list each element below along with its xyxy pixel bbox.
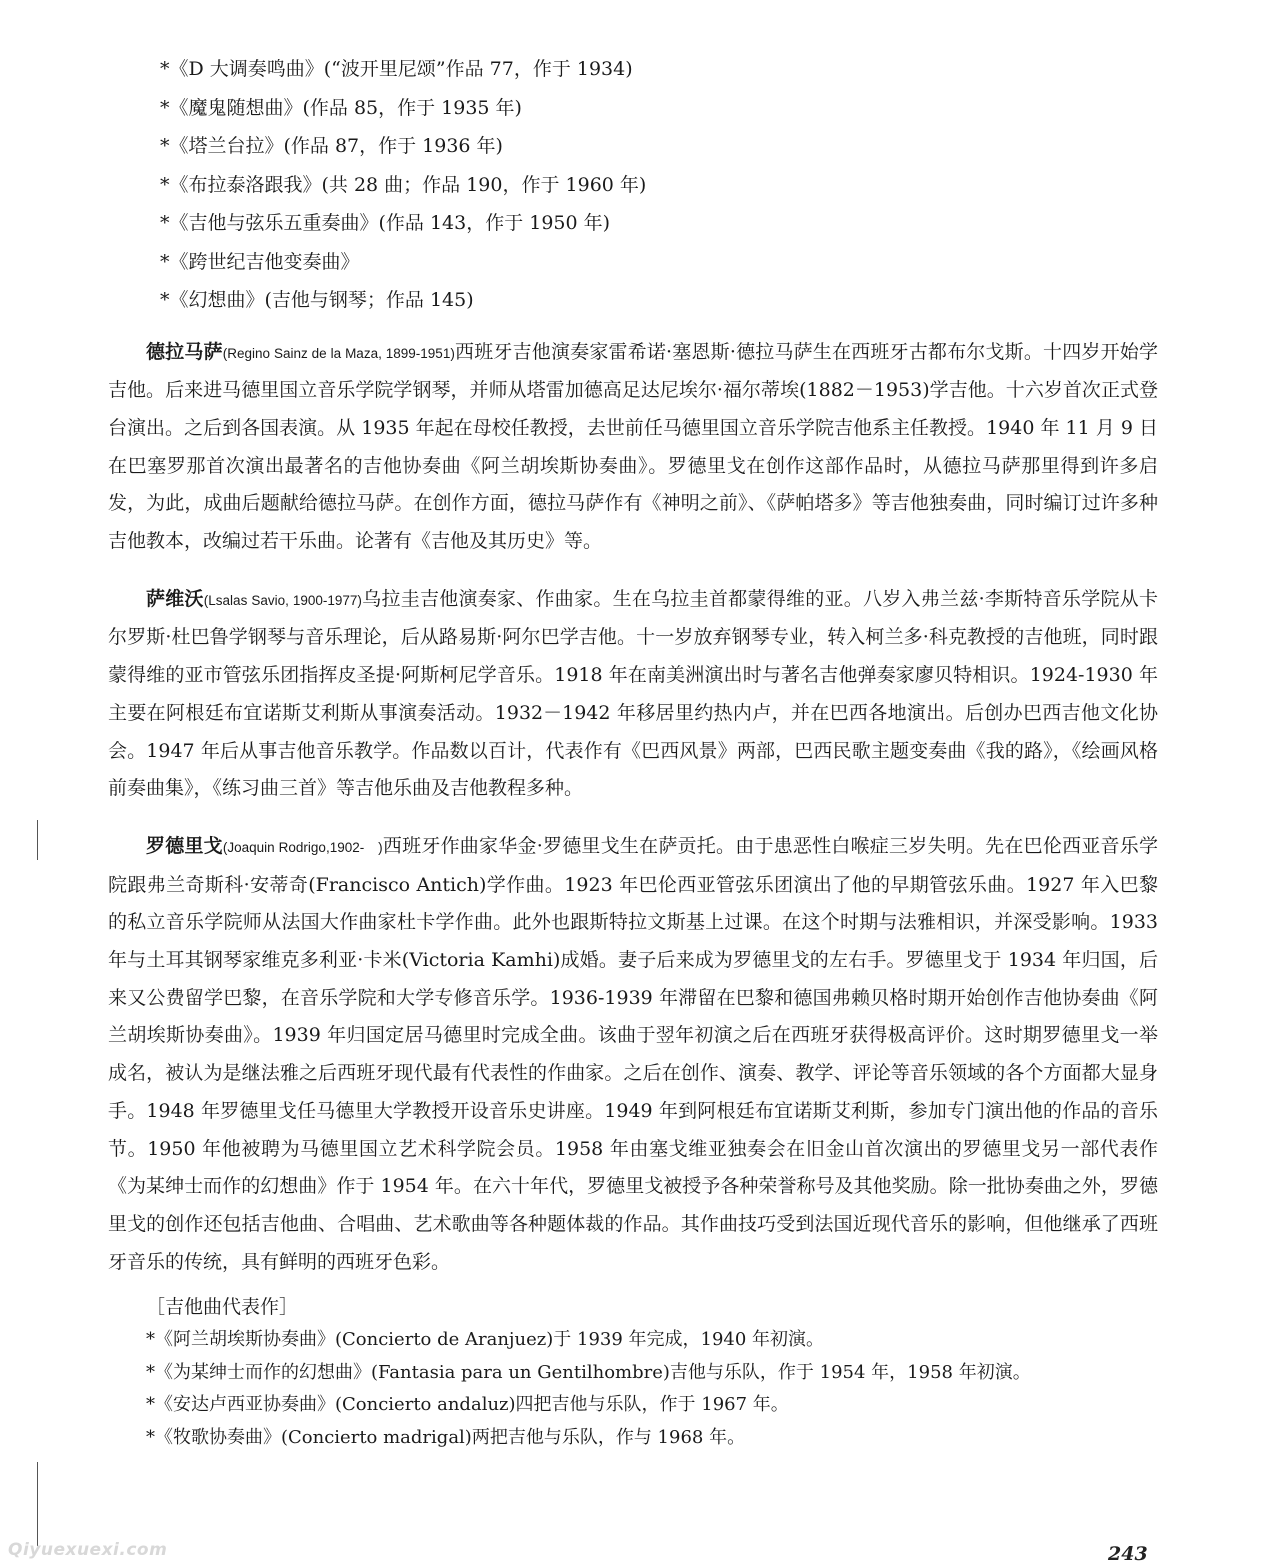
bio-latin-name: (Regino Sainz de la Maza, 1899-1951) bbox=[222, 345, 455, 361]
bio-rodrigo bbox=[108, 828, 1158, 1281]
bio-name: 德拉马萨 bbox=[146, 340, 223, 363]
bio-latin-name: (Lsalas Savio, 1900-1977) bbox=[203, 592, 362, 608]
list-item: *《吉他与弦乐五重奏曲》(作品 143，作于 1950 年) bbox=[160, 212, 611, 234]
bio-text: 西班牙作曲家华金·罗德里戈生在萨贡托。由于患恶性白喉症三岁失明。先在巴伦西亚音乐学院跟弗兰奇斯科·安蒂奇(Francisco Antich)学作曲。1923 年巴伦西亚管弦乐团演出了他的早期管弦乐曲。1927 年入巴黎的私立音乐学院师从法国大作曲家杜卡学作曲。此外也跟斯特拉文斯基上过课。在这个时期与法雅相识，并深受影响。1933 年与土耳其钢琴家维克多利亚·卡米(Victoria Kamhi)成婚。妻子后来成为罗德里戈的左右手。罗德里戈于 1934 年归国，后来又公费留学巴黎，在音乐学院和大学专修音乐学。1936-1939 年滞留在巴黎和德国弗赖贝格时期开始创作吉他协奏曲《阿兰胡埃斯协奏曲》。1939 年归国定居马德里时完成全曲。该曲于翌年初演之后在西班牙获得极高评价。这时期罗德里戈一举成名，被认为是继法雅之后西班牙现代最有代表性的作曲家。之后在创作、演奏、教学、评论等音乐领域的各个方面都大显身手。1948 年罗德里戈任马德里大学教授开设音乐史讲座。1949 年到阿根廷布宜诺斯艾利斯，参加专门演出他的作品的音乐节。1950 年他被聘为马德里国立艺术科学院会员。1958 年由塞戈维亚独奏会在旧金山首次演出的罗德里戈另一部代表作《为某绅士而作的幻想曲》作于 1954 年。在六十年代，罗德里戈被授予各种荣誉称号及其他奖励。除一批协奏曲之外，罗德里戈的创作还包括吉他曲、合唱曲、艺术歌曲等各种题体裁的作品。其作曲技巧受到法国近现代音乐的影响，但他继承了西班牙音乐的传统，具有鲜明的西班牙色彩。 bbox=[108, 834, 1158, 1273]
bio-text: 乌拉圭吉他演奏家、作曲家。生在乌拉圭首都蒙得维的亚。八岁入弗兰兹·李斯特音乐学院从卡尔罗斯·杜巴鲁学钢琴与音乐理论，后从路易斯·阿尔巴学吉他。十一岁放弃钢琴专业，转入柯兰多·科克教授的吉他班，同时跟蒙得维的亚市管弦乐团指挥皮圣提·阿斯柯尼学音乐。1918 年在南美洲演出时与著名吉他弹奏家廖贝特相识。1924-1930 年主要在阿根廷布宜诺斯艾利斯从事演奏活动。1932－1942 年移居里约热内卢，并在巴西各地演出。后创办巴西吉他文化协会。1947 年后从事吉他音乐教学。作品数以百计，代表作有《巴西风景》两部，巴西民歌主题变奏曲《我的路》，《绘画风格前奏曲集》，《练习曲三首》等吉他乐曲及吉他教程多种。 bbox=[108, 587, 1158, 800]
watermark: Qiyuexuexi.com bbox=[8, 1540, 168, 1560]
bio-name: 罗德里戈 bbox=[146, 834, 223, 857]
list-item: *《魔鬼随想曲》(作品 85，作于 1935 年) bbox=[160, 96, 522, 119]
bio-de-la-maza bbox=[108, 334, 1158, 561]
works-list bbox=[108, 50, 1158, 320]
bio-latin-name: (Joaquin Rodrigo,1902- ) bbox=[222, 839, 383, 855]
list-item: *《安达卢西亚协奏曲》(Concierto andaluz)四把吉他与乐队，作于 1967 年。 bbox=[146, 1394, 789, 1416]
list-item: *《幻想曲》(吉他与钢琴；作品 145) bbox=[160, 289, 474, 311]
list-item: *《布拉泰洛跟我》(共 28 曲；作品 190，作于 1960 年) bbox=[160, 173, 647, 196]
list-item: *《为某绅士而作的幻想曲》(Fantasia para un Gentilhombre)吉他与乐队，作于 1954 年，1958 年初演。 bbox=[146, 1361, 1031, 1383]
list-item: *《跨世纪吉他变奏曲》 bbox=[160, 250, 360, 273]
bio-name: 萨维沃 bbox=[146, 587, 204, 610]
section-heading: ［吉他曲代表作］ bbox=[146, 1296, 299, 1319]
margin-line bbox=[37, 820, 38, 860]
bio-savio bbox=[108, 581, 1158, 808]
list-item: *《阿兰胡埃斯协奏曲》(Concierto de Aranjuez)于 1939 年完成，1940 年初演。 bbox=[146, 1329, 825, 1351]
representative-works-list bbox=[108, 1324, 1158, 1454]
list-item: *《塔兰台拉》(作品 87，作于 1936 年) bbox=[160, 135, 503, 157]
page-number: 243 bbox=[1108, 1543, 1148, 1565]
bio-text: 西班牙吉他演奏家雷希诺·塞恩斯·德拉马萨生在西班牙古都布尔戈斯。十四岁开始学吉他。后来进马德里国立音乐学院学钢琴，并师从塔雷加德高足达尼埃尔·福尔蒂埃(1882－1953)学吉他。十六岁首次正式登台演出。之后到各国表演。从 1935 年起在母校任教授，去世前任马德里国立音乐学院吉他系主任教授。1940 年 11 月 9 日在巴塞罗那首次演出最著名的吉他协奏曲《阿兰胡埃斯协奏曲》。罗德里戈在创作这部作品时，从德拉马萨那里得到许多启发，为此，成曲后题献给德拉马萨。在创作方面，德拉马萨作有《神明之前》、《萨帕塔多》等吉他独奏曲，同时编订过许多种吉他教本，改编过若干乐曲。论著有《吉他及其历史》等。 bbox=[108, 340, 1158, 553]
page-content bbox=[108, 50, 1158, 1454]
list-item: *《牧歌协奏曲》(Concierto madrigal)两把吉他与乐队，作与 1968 年。 bbox=[146, 1426, 746, 1448]
margin-line bbox=[37, 1462, 38, 1546]
list-item: *《D 大调奏鸣曲》(“波开里尼颂”作品 77，作于 1934) bbox=[160, 58, 633, 80]
